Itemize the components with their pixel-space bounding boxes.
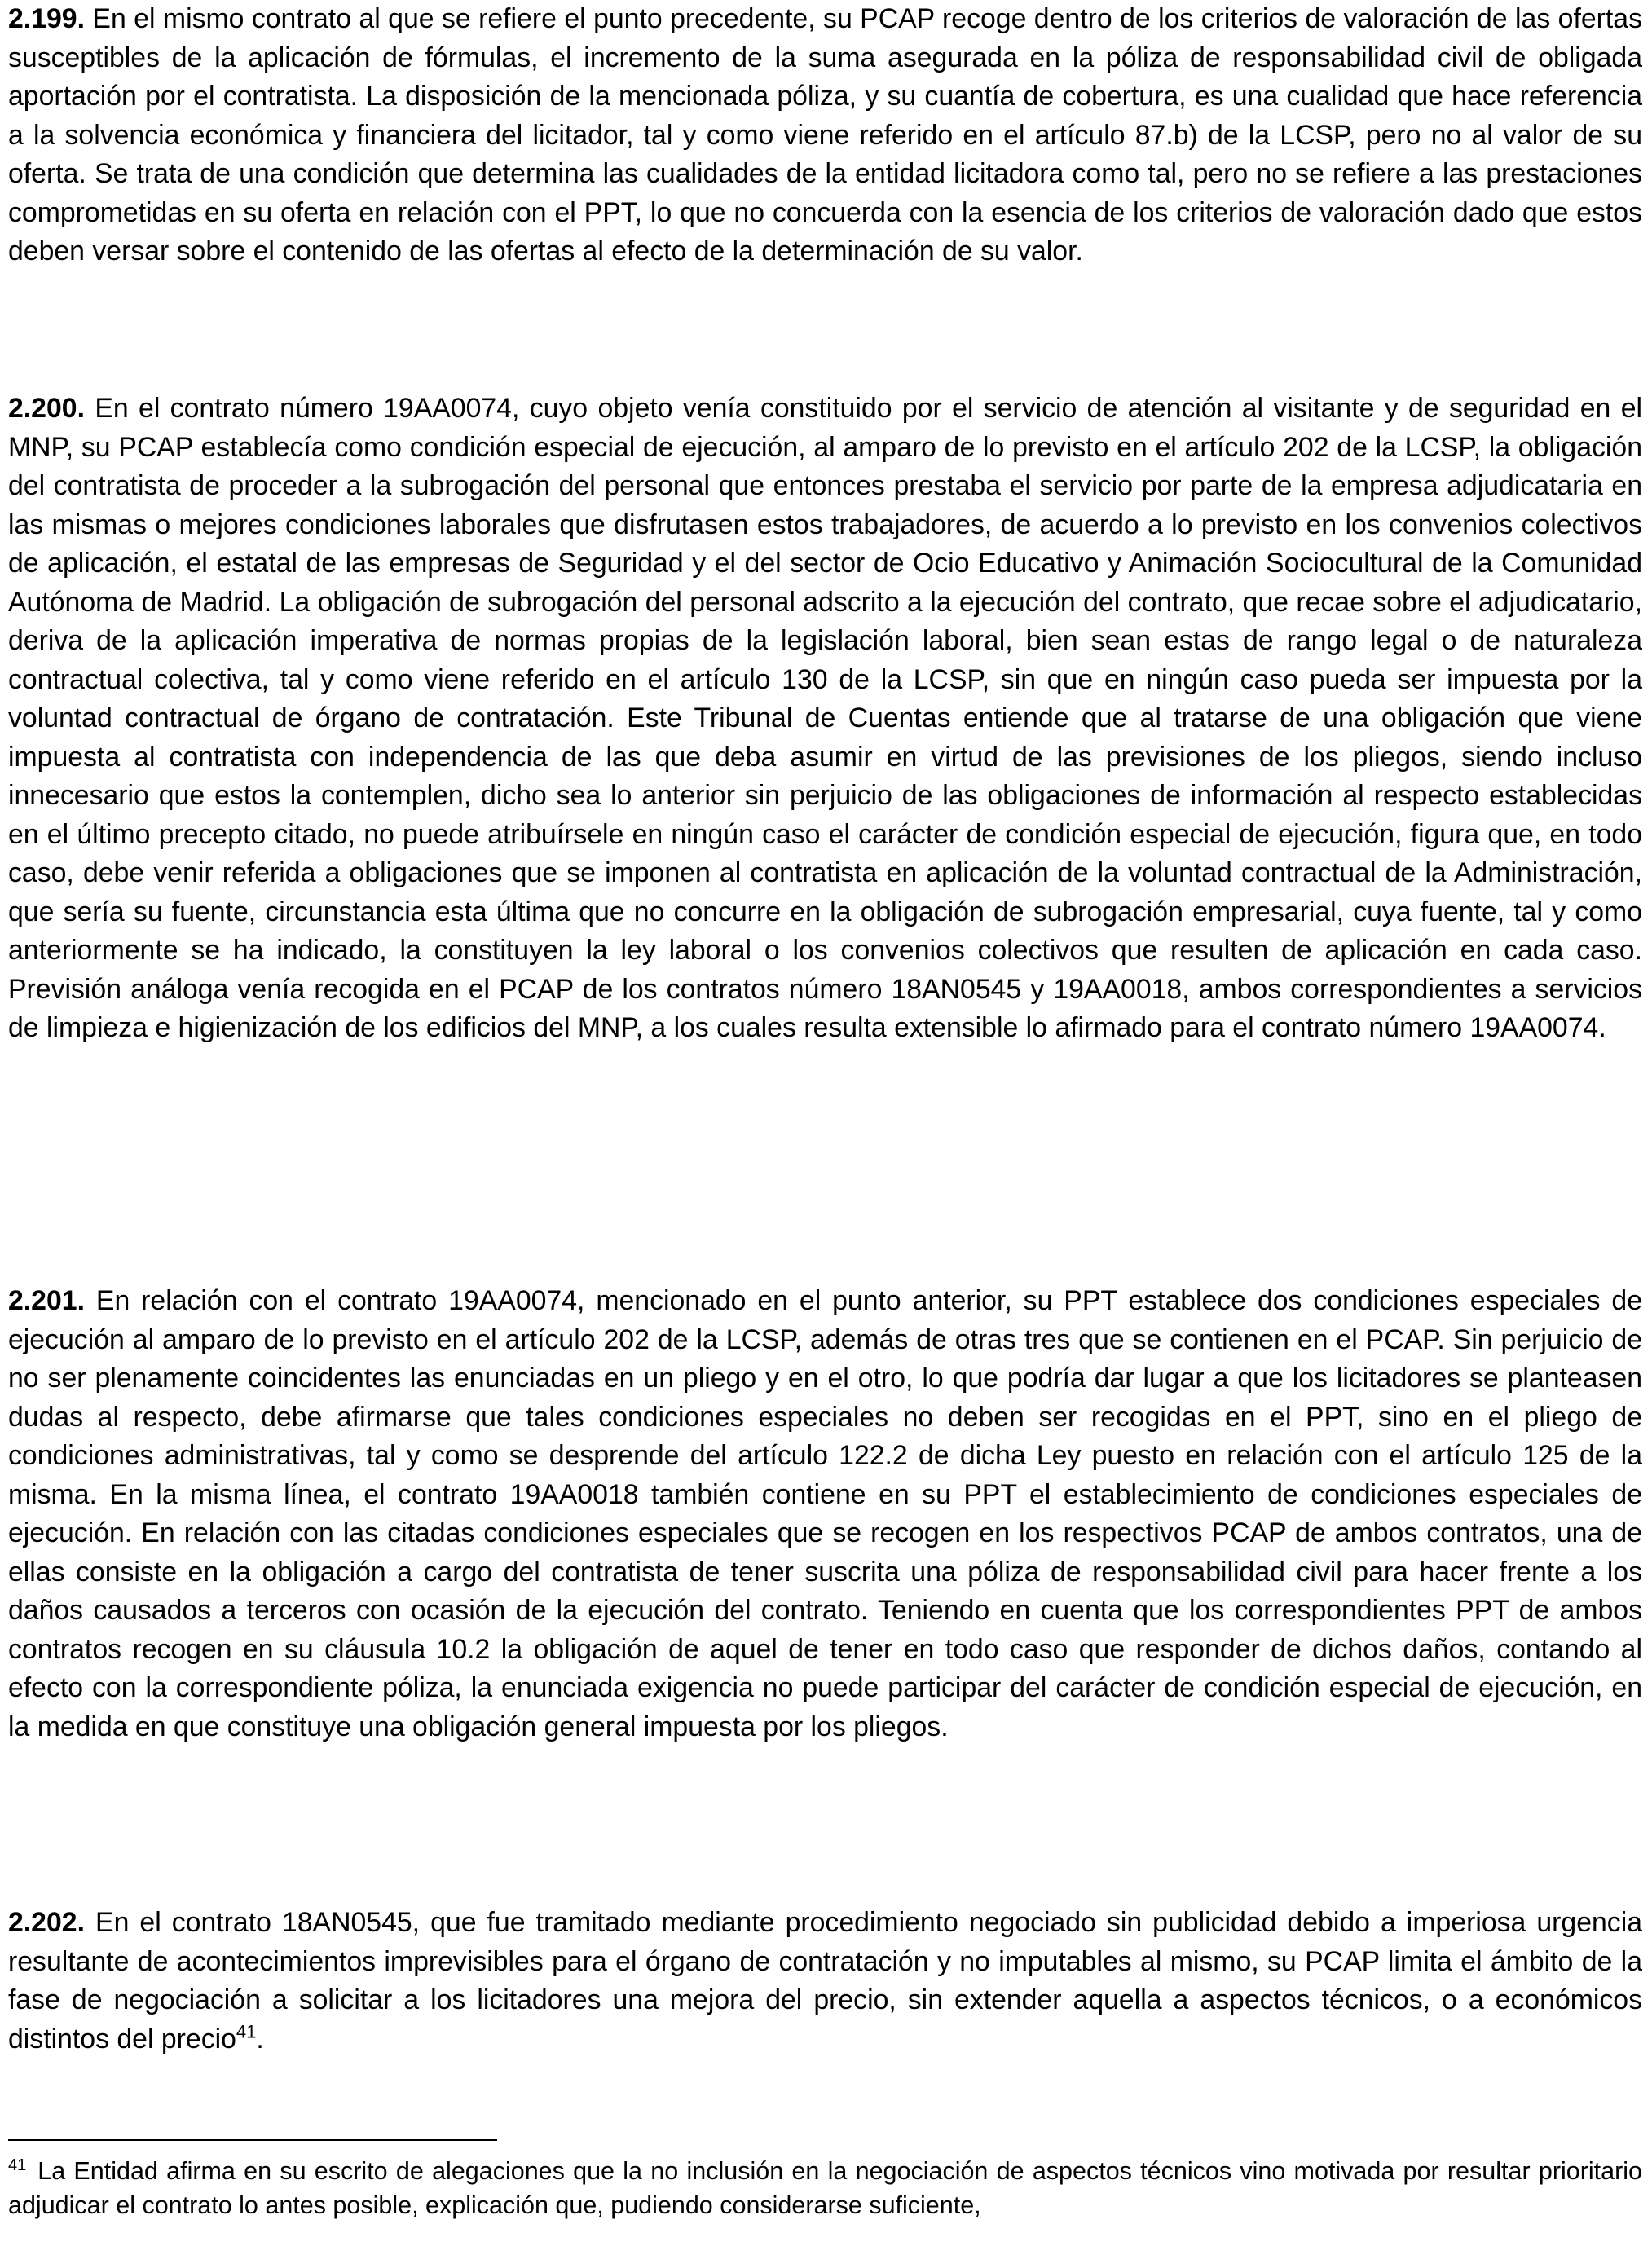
footnote-text: La Entidad afirma en su escrito de alegaciones que la no inclusión en la negociación de aspectos técnicos vino motivada por resultar prioritario adjudicar el contrato lo antes posible, explicación que, pudiendo considerarse suficiente, [8, 2157, 1642, 2219]
footnote-separator [8, 2139, 497, 2141]
paragraph-2-201 [8, 1282, 1642, 1746]
paragraph-number: 2.202. [8, 1907, 85, 1938]
paragraph-2-199 [8, 0, 1642, 271]
paragraph-number: 2.200. [8, 393, 85, 424]
paragraph-2-202 [8, 1904, 1642, 2059]
paragraph-text: En relación con el contrato 19AA0074, mencionado en el punto anterior, su PPT establece dos condiciones especiales de ejecución al amparo de lo previsto en el artículo 202 de la LCSP, además de otras tres que se contienen en el PCAP. Sin perjuicio de no ser plenamente coincidentes las enunciadas en un pliego y en el otro, lo que podría dar lugar a que los licitadores se planteasen dudas al respecto, debe afirmarse que tales condiciones especiales no deben ser recogidas en el PPT, sino en el pliego de condiciones administrativas, tal y como se desprende del artículo 122.2 de dicha Ley puesto en relación con el artículo 125 de la misma. En la misma línea, el contrato 19AA0018 también contiene en su PPT el establecimiento de condiciones especiales de ejecución. En relación con las citadas condiciones especiales que se recogen en los respectivos PCAP de ambos contratos, una de ellas consiste en la obligación a cargo del contratista de tener suscrita una póliza de responsabilidad civil para hacer frente a los daños causados a terceros con ocasión de la ejecución del contrato. Teniendo en cuenta que los correspondientes PPT de ambos contratos recogen en su cláusula 10.2 la obligación de aquel de tener en todo caso que responder de dichos daños, contando al efecto con la correspondiente póliza, la enunciada exigencia no puede participar del carácter de condición especial de ejecución, en la medida en que constituye una obligación general impuesta por los pliegos. [8, 1285, 1643, 1742]
footnote [8, 2154, 1642, 2222]
paragraph-text: En el contrato 18AN0545, que fue tramitado mediante procedimiento negociado sin publicidad debido a imperiosa urgencia resultante de acontecimientos imprevisibles para el órgano de contratación y no imputables al mismo, su PCAP limita el ámbito de la fase de negociación a solicitar a los licitadores una mejora del precio, sin extender aquella a aspectos técnicos, o a económicos distintos del precio [8, 1907, 1643, 2054]
paragraph-number: 2.201. [8, 1285, 85, 1316]
paragraph-tail: . [256, 2023, 264, 2054]
paragraph-2-200 [8, 390, 1642, 1048]
footnote-mark: 41 [8, 2156, 27, 2174]
paragraph-text: En el mismo contrato al que se refiere el punto precedente, su PCAP recoge dentro de los criterios de valoración de las ofertas susceptibles de la aplicación de fórmulas, el incremento de la suma asegurada en la póliza de responsabilidad civil de obligada aportación por el contratista. La disposición de la mencionada póliza, y su cuantía de cobertura, es una cualidad que hace referencia a la solvencia económica y financiera del licitador, tal y como viene referido en el artículo 87.b) de la LCSP, pero no al valor de su oferta. Se trata de una condición que determina las cualidades de la entidad licitadora como tal, pero no se refiere a las prestaciones comprometidas en su oferta en relación con el PPT, lo que no concuerda con la esencia de los criterios de valoración dado que estos deben versar sobre el contenido de las ofertas al efecto de la determinación de su valor. [8, 3, 1642, 266]
footnote-reference[interactable]: 41 [236, 2021, 257, 2042]
paragraph-number: 2.199. [8, 3, 85, 34]
paragraph-text: En el contrato número 19AA0074, cuyo objeto venía constituido por el servicio de atención al visitante y de seguridad en el MNP, su PCAP establecía como condición especial de ejecución, al amparo de lo previsto en el artículo 202 de la LCSP, la obligación del contratista de proceder a la subrogación del personal que entonces prestaba el servicio por parte de la empresa adjudicataria en las mismas o mejores condiciones laborales que disfrutasen estos trabajadores, de acuerdo a lo previsto en los convenios colectivos de aplicación, el estatal de las empresas de Seguridad y el del sector de Ocio Educativo y Animación Sociocultural de la Comunidad Autónoma de Madrid. La obligación de subrogación del personal adscrito a la ejecución del contrato, que recae sobre el adjudicatario, deriva de la aplicación imperativa de normas propias de la legislación laboral, bien sean estas de rango legal o de naturaleza contractual colectiva, tal y como viene referido en el artículo 130 de la LCSP, sin que en ningún caso pueda ser impuesta por la voluntad contractual de órgano de contratación. Este Tribunal de Cuentas entiende que al tratarse de una obligación que viene impuesta al contratista con independencia de las que deba asumir en virtud de las previsiones de los pliegos, siendo incluso innecesario que estos la contemplen, dicho sea lo anterior sin perjuicio de las obligaciones de información al respecto establecidas en el último precepto citado, no puede atribuírsele en ningún caso el carácter de condición especial de ejecución, figura que, en todo caso, debe venir referida a obligaciones que se imponen al contratista en aplicación de la voluntad contractual de la Administración, que sería su fuente, circunstancia esta última que no concurre en la obligación de subrogación empresarial, cuya fuente, tal y como anteriormente se ha indicado, la constituyen la ley laboral o los convenios colectivos que resulten de aplicación en cada caso. Previsión análoga venía recogida en el PCAP de los contratos número 18AN0545 y 19AA0018, ambos correspondientes a servicios de limpieza e higienización de los edificios del MNP, a los cuales resulta extensible lo afirmado para el contrato número 19AA0074. [8, 393, 1642, 1043]
